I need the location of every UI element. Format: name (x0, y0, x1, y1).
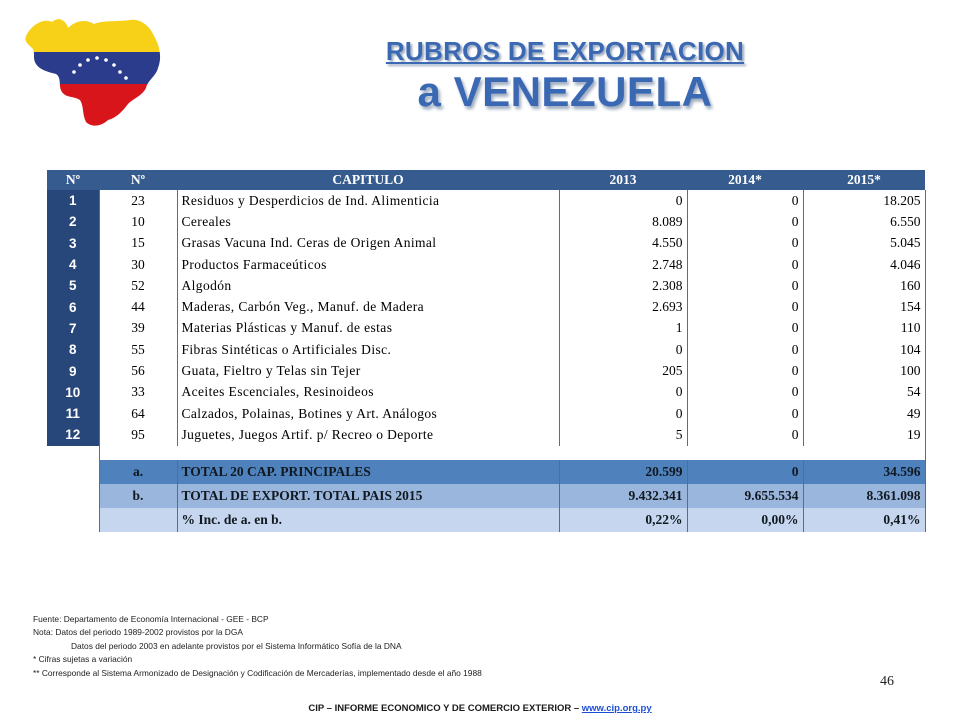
total-value-2015: 8.361.098 (803, 484, 925, 508)
row-chapter: Aceites Escenciales, Resinoideos (177, 382, 559, 403)
total-value-2014: 9.655.534 (687, 484, 803, 508)
note-source: Fuente: Departamento de Economía Internacional - GEE - BCP (33, 614, 269, 624)
row-chapter-number: 56 (99, 360, 177, 381)
table-row (47, 190, 925, 211)
page-title-line1: RUBROS DE EXPORTACION (385, 36, 745, 66)
row-index: 2 (47, 211, 99, 232)
footer (0, 703, 960, 714)
total-label-key: b. (99, 484, 177, 508)
total-value-2013: 9.432.341 (559, 484, 687, 508)
table-row (47, 254, 925, 275)
row-chapter-number: 23 (99, 190, 177, 211)
row-value-2014: 0 (687, 211, 803, 232)
table-row (47, 424, 925, 445)
header-2014: 2014* (687, 170, 803, 190)
total-value-2013: 20.599 (559, 460, 687, 484)
row-value-2013: 0 (559, 190, 687, 211)
row-value-2014: 0 (687, 403, 803, 424)
flag-stripe-yellow (22, 14, 164, 52)
row-chapter-number: 52 (99, 275, 177, 296)
row-value-2015: 19 (803, 424, 925, 445)
header-index: Nº (47, 170, 99, 190)
row-value-2013: 0 (559, 382, 687, 403)
row-value-2015: 160 (803, 275, 925, 296)
table-row (47, 318, 925, 339)
total-label-key (99, 508, 177, 532)
row-value-2014: 0 (687, 190, 803, 211)
total-row-principal (47, 460, 925, 484)
spacer-row (47, 446, 925, 460)
row-value-2014: 0 (687, 275, 803, 296)
row-value-2015: 6.550 (803, 211, 925, 232)
row-value-2015: 4.046 (803, 254, 925, 275)
total-value-2014: 0,00% (687, 508, 803, 532)
row-value-2015: 100 (803, 360, 925, 381)
source-notes (33, 613, 482, 680)
table-row (47, 339, 925, 360)
note-double-asterisk: ** Corresponde al Sistema Armonizado de Designación y Codificación de Mercaderías, implementado desde el año 1988 (33, 667, 482, 678)
row-chapter: Cereales (177, 211, 559, 232)
row-index: 6 (47, 296, 99, 317)
row-index: 3 (47, 233, 99, 254)
table-row (47, 403, 925, 424)
row-value-2015: 5.045 (803, 233, 925, 254)
total-label-key: a. (99, 460, 177, 484)
row-value-2013: 2.308 (559, 275, 687, 296)
row-chapter: Algodón (177, 275, 559, 296)
row-value-2014: 0 (687, 339, 803, 360)
table-row (47, 275, 925, 296)
note-asterisk: * Cifras sujetas a variación (33, 654, 133, 665)
row-value-2015: 110 (803, 318, 925, 339)
row-chapter-number: 39 (99, 318, 177, 339)
row-value-2014: 0 (687, 254, 803, 275)
row-chapter: Grasas Vacuna Ind. Ceras de Origen Animal (177, 233, 559, 254)
row-chapter-number: 64 (99, 403, 177, 424)
header-2013: 2013 (559, 170, 687, 190)
total-value-2015: 0,41% (803, 508, 925, 532)
row-chapter: Residuos y Desperdicios de Ind. Alimenticia (177, 190, 559, 211)
row-value-2014: 0 (687, 318, 803, 339)
row-chapter-number: 15 (99, 233, 177, 254)
total-row-country (47, 484, 925, 508)
row-value-2013: 2.693 (559, 296, 687, 317)
row-chapter: Maderas, Carbón Veg., Manuf. de Madera (177, 296, 559, 317)
total-value-2015: 34.596 (803, 460, 925, 484)
total-label: TOTAL DE EXPORT. TOTAL PAIS 2015 (177, 484, 559, 508)
row-chapter: Materias Plásticas y Manuf. de estas (177, 318, 559, 339)
page-number: 46 (880, 674, 894, 689)
row-chapter-number: 33 (99, 382, 177, 403)
table-row (47, 360, 925, 381)
row-index: 11 (47, 403, 99, 424)
row-value-2013: 1 (559, 318, 687, 339)
row-value-2013: 2.748 (559, 254, 687, 275)
total-value-2013: 0,22% (559, 508, 687, 532)
row-chapter: Juguetes, Juegos Artif. p/ Recreo o Deporte (177, 424, 559, 445)
flag-stripe-red (22, 84, 164, 130)
row-value-2015: 154 (803, 296, 925, 317)
row-value-2013: 8.089 (559, 211, 687, 232)
row-index: 5 (47, 275, 99, 296)
row-value-2013: 205 (559, 360, 687, 381)
row-value-2014: 0 (687, 233, 803, 254)
row-index: 12 (47, 424, 99, 445)
row-index: 9 (47, 360, 99, 381)
row-value-2015: 104 (803, 339, 925, 360)
note-dga: Nota: Datos del periodo 1989-2002 provistos por la DGA (33, 627, 243, 638)
table-row (47, 233, 925, 254)
table-row (47, 296, 925, 317)
row-value-2013: 0 (559, 403, 687, 424)
row-value-2014: 0 (687, 382, 803, 403)
venezuela-flag-map-icon (22, 14, 164, 130)
export-table (47, 170, 926, 532)
header-2015: 2015* (803, 170, 925, 190)
row-index: 8 (47, 339, 99, 360)
total-value-2014: 0 (687, 460, 803, 484)
total-label: TOTAL 20 CAP. PRINCIPALES (177, 460, 559, 484)
row-index: 10 (47, 382, 99, 403)
note-dna: Datos del periodo 2003 en adelante provistos por el Sistema Informático Sofía de la DNA (71, 640, 402, 651)
total-row-percentage (47, 508, 925, 532)
row-chapter: Productos Farmaceúticos (177, 254, 559, 275)
row-chapter-number: 55 (99, 339, 177, 360)
header-chapter-number: Nº (99, 170, 177, 190)
row-value-2015: 49 (803, 403, 925, 424)
table-header-row (47, 170, 925, 190)
row-value-2015: 18.205 (803, 190, 925, 211)
row-value-2013: 5 (559, 424, 687, 445)
row-chapter-number: 44 (99, 296, 177, 317)
row-index: 7 (47, 318, 99, 339)
row-chapter: Guata, Fieltro y Telas sin Tejer (177, 360, 559, 381)
table-row (47, 211, 925, 232)
header-chapter: CAPITULO (177, 170, 559, 190)
row-value-2013: 0 (559, 339, 687, 360)
row-value-2013: 4.550 (559, 233, 687, 254)
footer-link[interactable]: www.cip.org.py (581, 703, 652, 714)
row-chapter-number: 10 (99, 211, 177, 232)
page-title-line2: a VENEZUELA (417, 68, 713, 115)
row-value-2014: 0 (687, 424, 803, 445)
footer-text: CIP – INFORME ECONOMICO Y DE COMERCIO EXTERIOR – (308, 703, 582, 714)
total-label: % Inc. de a. en b. (177, 508, 559, 532)
table-row (47, 382, 925, 403)
row-index: 1 (47, 190, 99, 211)
row-value-2015: 54 (803, 382, 925, 403)
row-chapter-number: 95 (99, 424, 177, 445)
row-index: 4 (47, 254, 99, 275)
row-value-2014: 0 (687, 360, 803, 381)
row-value-2014: 0 (687, 296, 803, 317)
row-chapter-number: 30 (99, 254, 177, 275)
flag-stripe-blue (22, 52, 164, 84)
row-chapter: Calzados, Polainas, Botines y Art. Análogos (177, 403, 559, 424)
row-chapter: Fibras Sintéticas o Artificiales Disc. (177, 339, 559, 360)
